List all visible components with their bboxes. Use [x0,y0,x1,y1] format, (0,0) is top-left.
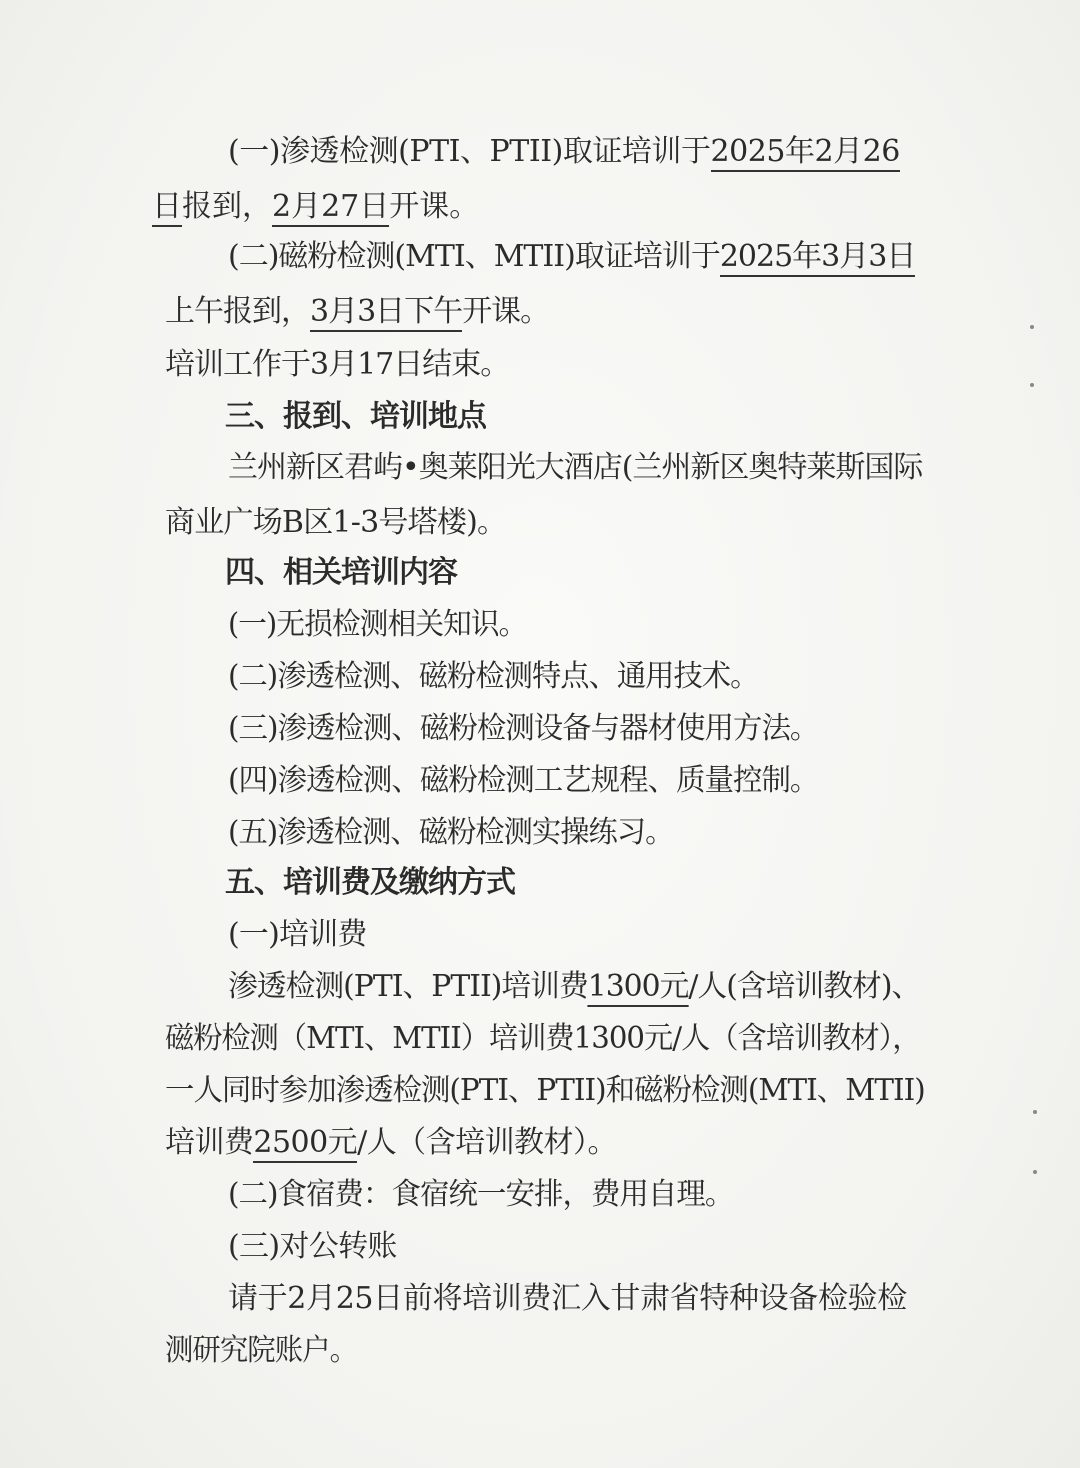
section-3-heading [225,397,486,437]
text-run: 渗透检测(PTI、PTII)培训费 [228,969,588,1004]
text-run: (三)渗透检测、磁粉检测设备与器材使用方法。 [228,711,819,746]
text-run: (一)培训费 [228,917,367,952]
item-4-3 [228,709,818,749]
underlined-text: 3月3日下午 [310,294,462,332]
para-5-line-1 [228,967,920,1007]
item-5-2 [228,1175,733,1215]
text-run: 商业广场B区1-3号塔楼)。 [165,505,507,540]
text-run: 开课。 [462,294,550,329]
para-2-line-2 [165,292,549,332]
item-4-1 [228,605,526,645]
item-5-3-heading [228,1227,397,1267]
para-2-line-1 [228,237,915,277]
para-2-line-3 [165,345,509,385]
text-run: (二)食宿费：食宿统一安排，费用自理。 [228,1177,734,1212]
text-run: 四、相关培训内容 [225,555,457,590]
para-1-line-1 [228,132,900,172]
underlined-text: 2500元 [253,1125,357,1163]
underlined-text: 2025年2月26 [711,134,900,172]
para-5-line-2 [165,1019,920,1059]
text-run: (三)对公转账 [228,1229,397,1264]
text-run: 请于2月25日前将培训费汇入甘肃省特种设备检验检 [228,1281,907,1316]
item-4-2 [228,657,758,697]
para-5-line-3 [165,1071,925,1111]
underlined-text: 2月27日 [272,189,389,227]
text-run: (五)渗透检测、磁粉检测实操练习。 [228,815,674,850]
text-run: (二)渗透检测、磁粉检测特点、通用技术。 [228,659,759,694]
text-run: 兰州新区君屿•奥莱阳光大酒店(兰州新区奥特莱斯国际 [228,450,923,485]
section-4-heading [225,553,457,593]
para-6-line-1 [228,1279,907,1319]
item-5-1-heading [228,915,367,955]
text-run: (一)无损检测相关知识。 [228,607,527,642]
underlined-text: 2025年3月3日 [720,239,916,277]
underlined-text: 1300元 [588,969,689,1007]
text-run: 一人同时参加渗透检测(PTI、PTII)和磁粉检测(MTI、MTII) [165,1073,925,1108]
para-3-line-2 [165,503,506,543]
section-5-heading [225,863,515,903]
text-run: 三、报到、培训地点 [225,399,486,434]
scan-speck [1033,1170,1037,1174]
underlined-text: 日 [152,189,182,227]
text-run: 开课。 [389,189,480,224]
text-run: 培训费 [165,1125,254,1160]
scan-speck [1033,1110,1037,1114]
text-run: /人(含培训教材)、 [688,969,921,1004]
text-run: 测研究院账户。 [165,1333,357,1368]
scan-speck [1030,383,1034,387]
para-5-line-4 [165,1123,617,1163]
text-run: 上午报到， [165,294,310,329]
item-4-4 [228,761,818,801]
scan-speck [1030,325,1034,329]
text-run: /人（含培训教材）。 [357,1125,617,1160]
item-4-5 [228,813,673,853]
text-run: (四)渗透检测、磁粉检测工艺规程、质量控制。 [228,763,819,798]
para-1-line-2 [152,187,479,227]
text-run: (二)磁粉检测(MTI、MTII)取证培训于 [228,239,720,274]
text-run: 报到， [182,189,272,224]
text-run: 五、培训费及缴纳方式 [225,865,515,900]
text-run: (一)渗透检测(PTI、PTII)取证培训于 [228,134,711,169]
text-run: 培训工作于3月17日结束。 [165,347,510,382]
para-6-line-2 [165,1331,357,1371]
para-3-line-1 [228,448,922,488]
text-run: 磁粉检测（MTI、MTII）培训费1300元/人（含培训教材）， [165,1021,921,1056]
